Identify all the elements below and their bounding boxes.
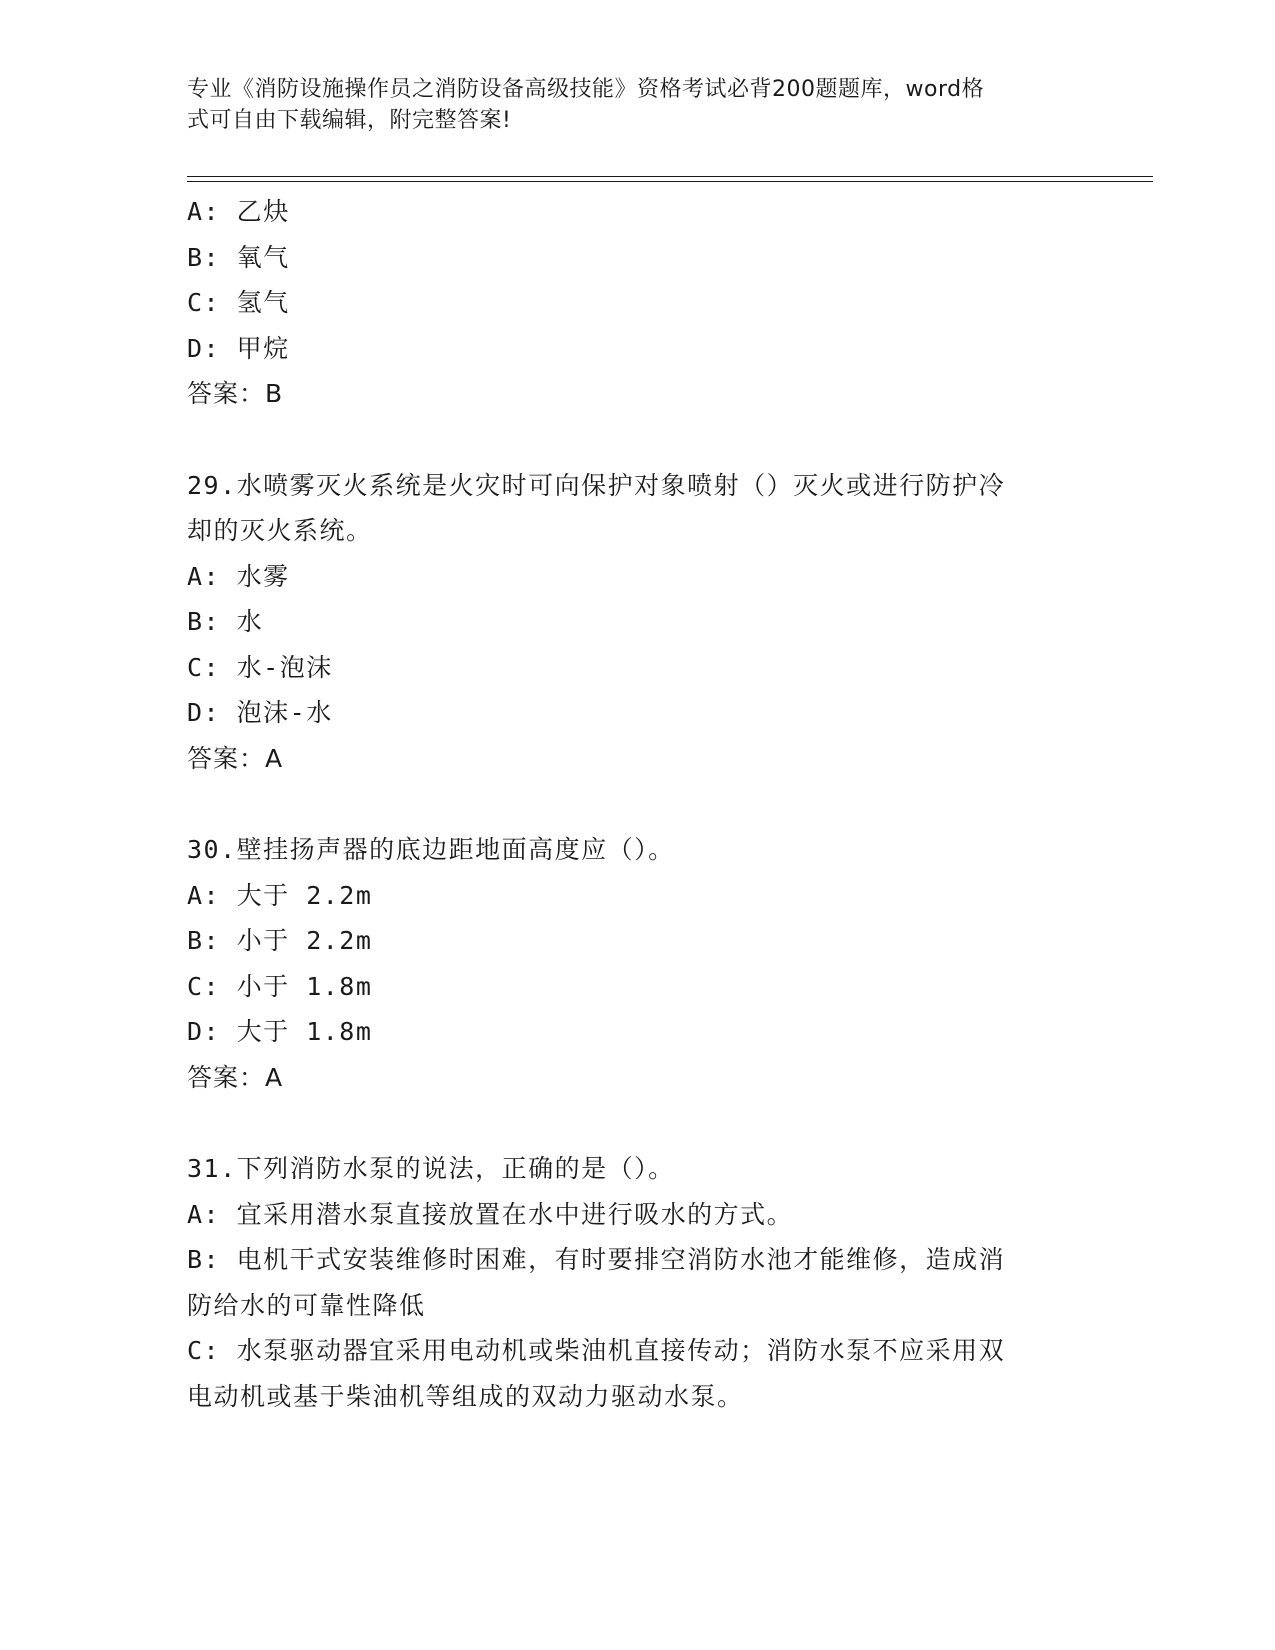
spacer [187,417,1087,463]
question-stem-line-1: 29.水喷雾灭火系统是火灾时可向保护对象喷射（）灭火或进行防护冷 [187,470,1006,500]
answer: 答案：A [187,743,284,773]
option-a: A: 大于 2.2m [187,880,373,910]
question-stem: 30.壁挂扬声器的底边距地面高度应（）。 [187,835,675,864]
document-header [187,74,1067,136]
answer: 答案：B [187,379,284,408]
question-stem-line-2: 却的灭火系统。 [187,516,373,545]
answer: 答案：A [187,1062,284,1092]
spacer [187,1100,1087,1146]
question-list [187,189,1087,1419]
option-d: D: 大于 1.8m [187,1017,373,1046]
option-d: D: 甲烷 [187,333,290,363]
spacer [187,781,1087,827]
option-a: A: 宜采用潜水泵直接放置在水中进行吸水的方式。 [187,1199,794,1229]
option-b: B: 氧气 [187,242,290,272]
header-rule-top [187,176,1153,177]
header-line-2: 式可自由下载编辑，附完整答案! [187,108,512,133]
option-b: B: 水 [187,607,264,636]
header-line-1: 专业《消防设施操作员之消防设备高级技能》资格考试必背200题题库，word格 [187,77,985,102]
option-a: A: 乙炔 [187,197,290,226]
question-30 [187,827,1087,1100]
question-stem: 31.下列消防水泵的说法，正确的是（）。 [187,1154,675,1183]
option-b: B: 小于 2.2m [187,926,373,955]
option-d: D: 泡沫-水 [187,698,333,727]
option-b-line-1: B: 电机干式安装维修时困难，有时要排空消防水池才能维修，造成消 [187,1245,1006,1274]
option-c: C: 氢气 [187,288,290,317]
question-31 [187,1146,1087,1419]
question-28-continued [187,189,1087,417]
option-c: C: 小于 1.8m [187,971,373,1001]
option-c-line-2: 电动机或基于柴油机等组成的双动力驱动水泵。 [187,1381,744,1411]
header-rule-bottom [187,181,1153,182]
option-c-line-1: C: 水泵驱动器宜采用电动机或柴油机直接传动；消防水泵不应采用双 [187,1336,1006,1365]
question-29 [187,463,1087,782]
option-c: C: 水-泡沫 [187,652,333,682]
option-a: A: 水雾 [187,561,290,591]
option-b-line-2: 防给水的可靠性降低 [187,1290,426,1320]
